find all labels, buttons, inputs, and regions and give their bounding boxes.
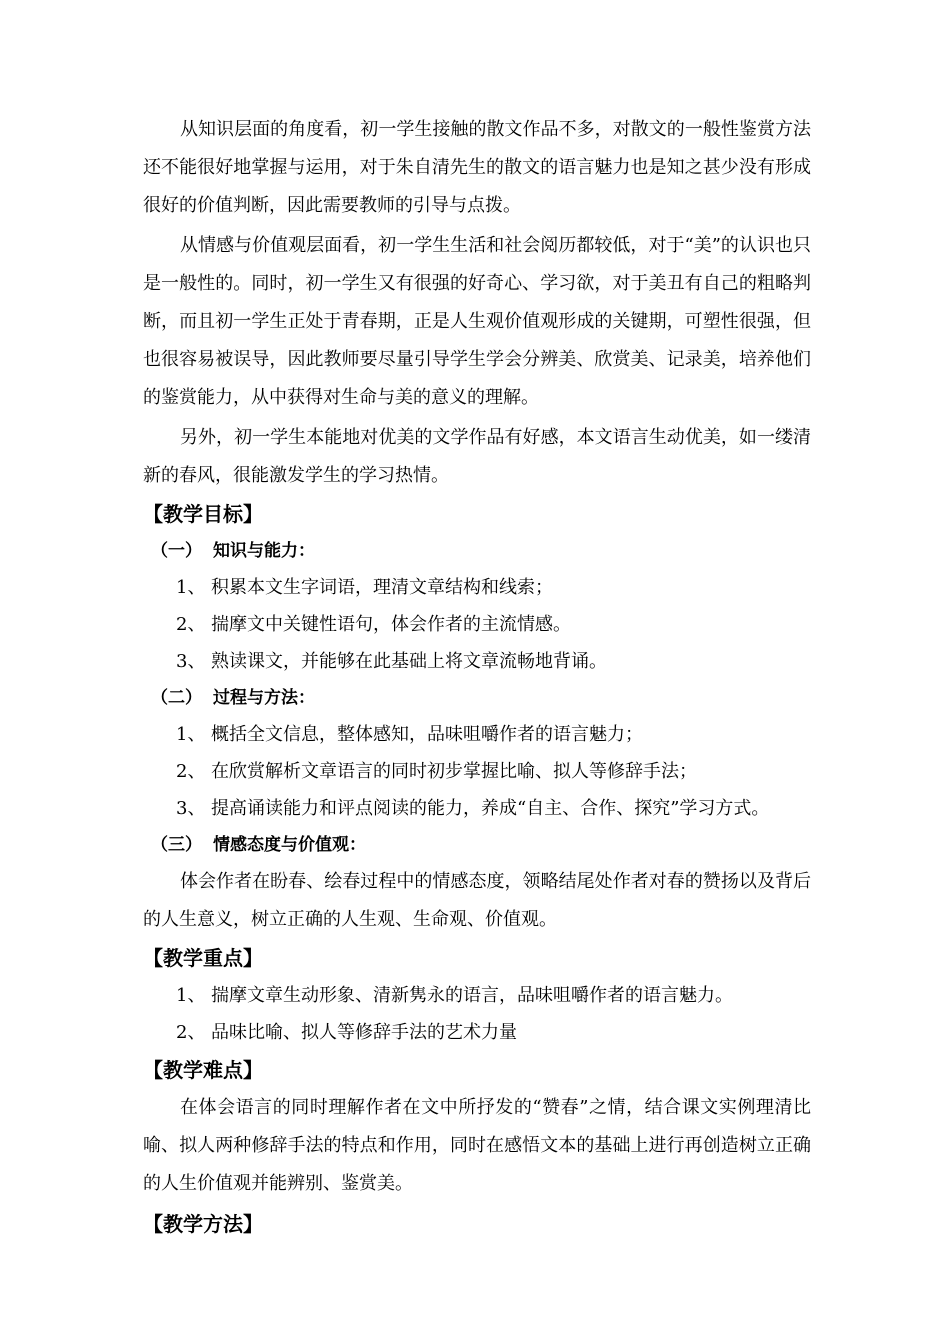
list-item-number: 2、 — [176, 1022, 206, 1043]
list-item-text: 熟读课文，并能够在此基础上将文章流畅地背诵。 — [211, 651, 607, 672]
list-item — [143, 643, 811, 680]
teaching-goals-heading: 【教学目标】 — [143, 502, 263, 526]
list-item-number: 2、 — [176, 614, 206, 635]
list-item-text: 品味比喻、拟人等修辞手法的艺术力量 — [211, 1022, 517, 1043]
list-item-text: 揣摩文中关键性语句，体会作者的主流情感。 — [211, 614, 571, 635]
list-item — [143, 606, 811, 643]
goal-section-2-title: 过程与方法： — [213, 688, 315, 708]
list-item — [143, 790, 811, 827]
goal-section-3-heading — [143, 827, 811, 863]
list-item — [143, 569, 811, 606]
key-points-heading: 【教学重点】 — [143, 946, 263, 970]
list-item-text: 揣摩文章生动形象、清新隽永的语言，品味咀嚼作者的语言魅力。 — [211, 985, 733, 1006]
goal-section-3-number: （三） — [151, 835, 202, 855]
list-item-text: 积累本文生字词语，理清文章结构和线索； — [211, 577, 553, 598]
list-item-number: 3、 — [176, 798, 206, 819]
list-item-text: 提高诵读能力和评点阅读的能力，养成“自主、合作、探究”学习方式。 — [211, 798, 770, 819]
list-item — [143, 977, 811, 1014]
goal-section-2-number: （二） — [151, 688, 202, 708]
list-item — [143, 716, 811, 753]
difficulties-heading: 【教学难点】 — [143, 1058, 263, 1082]
list-item — [143, 1014, 811, 1051]
methods-heading: 【教学方法】 — [143, 1212, 263, 1236]
list-item-number: 1、 — [176, 577, 206, 598]
list-item-text: 在欣赏解析文章语言的同时初步掌握比喻、拟人等修辞手法； — [211, 761, 697, 782]
goal-section-1-heading — [143, 533, 811, 569]
intro-paragraph-knowledge: 从知识层面的角度看，初一学生接触的散文作品不多，对散文的一般性鉴赏方法还不能很好地掌握与运用，对于朱自清先生的散文的语言魅力也是知之甚少没有形成很好的价值判断，因此需要教师的引导与点拨。 — [143, 119, 811, 216]
list-item-number: 1、 — [176, 724, 206, 745]
goal-section-2-heading — [143, 680, 811, 716]
intro-paragraph-values: 从情感与价值观层面看，初一学生生活和社会阅历都较低，对于“美”的认识也只是一般性的。同时，初一学生又有很强的好奇心、学习欲，对于美丑有自己的粗略判断，而且初一学生正处于青春期，正是人生观价值观形成的关键期，可塑性很强，但也很容易被误导，因此教师要尽量引导学生学会分辨美、欣赏美、记录美，培养他们的鉴赏能力，从中获得对生命与美的意义的理解。 — [143, 235, 811, 408]
goal-section-1-title: 知识与能力： — [213, 541, 315, 561]
goal-section-3-text: 体会作者在盼春、绘春过程中的情感态度，领略结尾处作者对春的赞扬以及背后的人生意义，树立正确的人生观、生命观、价值观。 — [143, 871, 811, 930]
goal-section-1-number: （一） — [151, 541, 202, 561]
list-item-text: 概括全文信息，整体感知，品味咀嚼作者的语言魅力； — [211, 724, 643, 745]
list-item-number: 2、 — [176, 761, 206, 782]
list-item — [143, 753, 811, 790]
difficulties-text: 在体会语言的同时理解作者在文中所抒发的“赞春”之情，结合课文实例理清比喻、拟人两种修辞手法的特点和作用，同时在感悟文本的基础上进行再创造树立正确的人生价值观并能辨别、鉴赏美。 — [143, 1097, 811, 1194]
goal-section-3-title: 情感态度与价值观： — [213, 835, 366, 855]
intro-paragraph-interest: 另外，初一学生本能地对优美的文学作品有好感，本文语言生动优美，如一缕清新的春风，很能激发学生的学习热情。 — [143, 427, 811, 486]
list-item-number: 3、 — [176, 651, 206, 672]
document-body — [143, 111, 811, 1243]
list-item-number: 1、 — [176, 985, 206, 1006]
